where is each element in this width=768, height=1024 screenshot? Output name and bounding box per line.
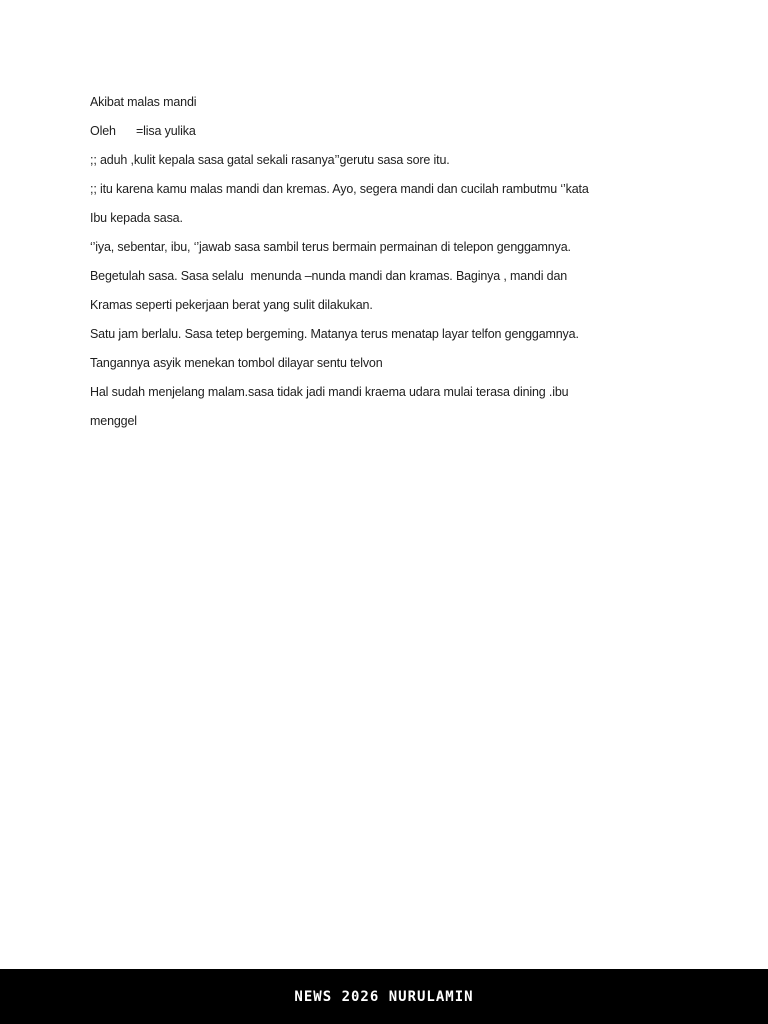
paragraph-line: Kramas seperti pekerjaan berat yang sulit dilakukan. <box>90 298 373 312</box>
author-name: =lisa yulika <box>136 124 196 138</box>
paragraph-line: ;; itu karena kamu malas mandi dan kremas. Ayo, segera mandi dan cucilah rambutmu ‘’kata <box>90 182 589 196</box>
paragraph-line: Tangannya asyik menekan tombol dilayar sentu telvon <box>90 356 383 370</box>
paragraph-line: ‘’iya, sebentar, ibu, ‘’jawab sasa sambil terus bermain permainan di telepon genggamnya. <box>90 240 571 254</box>
paragraph-line: Ibu kepada sasa. <box>90 211 183 225</box>
paragraph-line: Satu jam berlalu. Sasa tetep bergeming. Matanya terus menatap layar telfon genggamnya. <box>90 327 579 341</box>
footer-watermark-text: NEWS 2026 NURULAMIN <box>294 989 474 1005</box>
author-line <box>90 117 650 146</box>
document-title: Akibat malas mandi <box>90 95 197 109</box>
footer-bar <box>0 969 768 1024</box>
paragraph-line: menggel <box>90 414 137 428</box>
paragraph-line: Hal sudah menjelang malam.sasa tidak jadi mandi kraema udara mulai terasa dining .ibu <box>90 385 569 399</box>
document-body <box>90 88 650 436</box>
paragraph-line: Begetulah sasa. Sasa selalu menunda –nunda mandi dan kramas. Baginya , mandi dan <box>90 269 568 283</box>
paragraph-line: ;; aduh ,kulit kepala sasa gatal sekali rasanya’’gerutu sasa sore itu. <box>90 153 450 167</box>
author-label: Oleh <box>90 124 116 138</box>
